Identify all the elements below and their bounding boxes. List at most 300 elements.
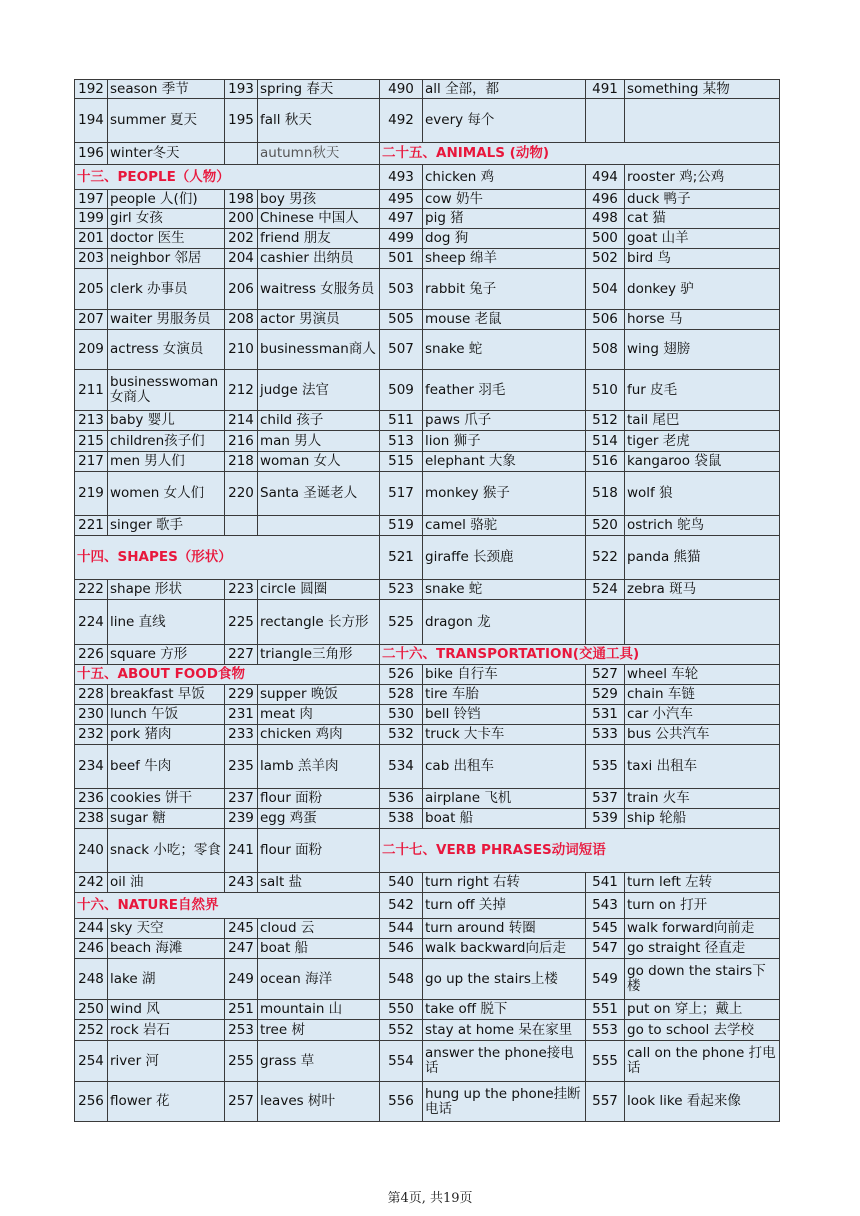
entry-number-cell: 545 (586, 919, 625, 939)
entry-number-cell: 547 (586, 939, 625, 959)
entry-word-cell: tail 尾巴 (625, 411, 780, 431)
entry-word-cell: turn on 打开 (625, 893, 780, 919)
table-row (75, 411, 780, 431)
entry-word-cell: cloud 云 (258, 919, 380, 939)
table-row (75, 452, 780, 472)
entry-word-cell: spring 春天 (258, 80, 380, 99)
entry-number-cell: 512 (586, 411, 625, 431)
entry-number-cell: 555 (586, 1041, 625, 1082)
entry-word-cell: cow 奶牛 (423, 190, 586, 209)
table-row (75, 789, 780, 809)
entry-word-cell: ship 轮船 (625, 809, 780, 829)
entry-number-cell: 552 (380, 1020, 423, 1041)
entry-word-cell: beach 海滩 (108, 939, 225, 959)
entry-number-cell: 530 (380, 705, 423, 725)
entry-word-cell: cookies 饼干 (108, 789, 225, 809)
entry-word-cell: wolf 狼 (625, 472, 780, 516)
entry-word-cell: bus 公共汽车 (625, 725, 780, 745)
entry-word-cell: cat 猫 (625, 209, 780, 229)
entry-word-cell: woman 女人 (258, 452, 380, 472)
entry-number-cell: 204 (225, 249, 258, 269)
entry-number-cell: 249 (225, 959, 258, 1000)
entry-number-cell (586, 600, 625, 645)
entry-number-cell: 211 (75, 370, 108, 411)
vocabulary-table (74, 79, 780, 1122)
entry-number-cell: 538 (380, 809, 423, 829)
section-heading-cell: 二十七、VERB PHRASES动词短语 (380, 829, 780, 873)
entry-number-cell: 205 (75, 269, 108, 310)
entry-number-cell: 203 (75, 249, 108, 269)
entry-word-cell: train 火车 (625, 789, 780, 809)
entry-word-cell: people 人(们) (108, 190, 225, 209)
table-row (75, 919, 780, 939)
entry-word-cell: fur 皮毛 (625, 370, 780, 411)
entry-word-cell: chicken 鸡肉 (258, 725, 380, 745)
entry-number-cell: 195 (225, 99, 258, 143)
entry-word-cell: truck 大卡车 (423, 725, 586, 745)
entry-number-cell: 231 (225, 705, 258, 725)
entry-word-cell: bird 鸟 (625, 249, 780, 269)
entry-number-cell: 207 (75, 310, 108, 330)
entry-word-cell: giraffe 长颈鹿 (423, 536, 586, 580)
entry-word-cell: answer the phone接电话 (423, 1041, 586, 1082)
table-row (75, 959, 780, 1000)
entry-word-cell: rabbit 兔子 (423, 269, 586, 310)
table-row (75, 190, 780, 209)
entry-number-cell: 524 (586, 580, 625, 600)
entry-word-cell: flour 面粉 (258, 789, 380, 809)
entry-word-cell: girl 女孩 (108, 209, 225, 229)
entry-number-cell: 496 (586, 190, 625, 209)
table-row (75, 516, 780, 536)
table-row (75, 536, 780, 580)
entry-number-cell: 501 (380, 249, 423, 269)
entry-word-cell: sheep 绵羊 (423, 249, 586, 269)
entry-number-cell: 531 (586, 705, 625, 725)
table-row (75, 330, 780, 370)
entry-number-cell: 511 (380, 411, 423, 431)
entry-word-cell: summer 夏天 (108, 99, 225, 143)
entry-word-cell: neighbor 邻居 (108, 249, 225, 269)
table-row (75, 209, 780, 229)
table-row (75, 80, 780, 99)
entry-number-cell: 541 (586, 873, 625, 893)
entry-word-cell: snake 蛇 (423, 580, 586, 600)
entry-word-cell: wind 风 (108, 1000, 225, 1020)
entry-word-cell: wheel 车轮 (625, 665, 780, 685)
entry-number-cell: 219 (75, 472, 108, 516)
entry-number-cell: 516 (586, 452, 625, 472)
entry-word-cell: square 方形 (108, 645, 225, 665)
entry-word-cell: clerk 办事员 (108, 269, 225, 310)
entry-word-cell: actress 女演员 (108, 330, 225, 370)
entry-number-cell: 500 (586, 229, 625, 249)
entry-word-cell: mountain 山 (258, 1000, 380, 1020)
entry-number-cell: 509 (380, 370, 423, 411)
entry-number-cell: 554 (380, 1041, 423, 1082)
section-heading-cell: 十六、NATURE自然界 (75, 893, 380, 919)
entry-number-cell: 517 (380, 472, 423, 516)
table-row (75, 685, 780, 705)
entry-number-cell: 548 (380, 959, 423, 1000)
entry-number-cell: 222 (75, 580, 108, 600)
entry-number-cell: 250 (75, 1000, 108, 1020)
entry-number-cell: 553 (586, 1020, 625, 1041)
section-heading-cell: 十三、PEOPLE（人物） (75, 165, 380, 190)
entry-number-cell: 227 (225, 645, 258, 665)
entry-number-cell: 537 (586, 789, 625, 809)
entry-word-cell: children孩子们 (108, 431, 225, 452)
entry-number-cell: 534 (380, 745, 423, 789)
entry-word-cell: something 某物 (625, 80, 780, 99)
entry-word-cell: turn around 转圈 (423, 919, 586, 939)
entry-word-cell: rock 岩石 (108, 1020, 225, 1041)
entry-number-cell: 535 (586, 745, 625, 789)
entry-number-cell: 223 (225, 580, 258, 600)
entry-word-cell: feather 羽毛 (423, 370, 586, 411)
entry-word-cell: boat 船 (258, 939, 380, 959)
entry-word-cell: breakfast 早饭 (108, 685, 225, 705)
entry-word-cell: wing 翅膀 (625, 330, 780, 370)
entry-number-cell: 549 (586, 959, 625, 1000)
entry-word-cell: oil 油 (108, 873, 225, 893)
entry-word-cell (625, 600, 780, 645)
entry-word-cell: dog 狗 (423, 229, 586, 249)
entry-number-cell: 237 (225, 789, 258, 809)
entry-number-cell: 238 (75, 809, 108, 829)
entry-word-cell: circle 圆圈 (258, 580, 380, 600)
entry-word-cell: turn right 右转 (423, 873, 586, 893)
entry-number-cell: 539 (586, 809, 625, 829)
entry-word-cell: mouse 老鼠 (423, 310, 586, 330)
entry-number-cell: 523 (380, 580, 423, 600)
entry-number-cell: 544 (380, 919, 423, 939)
entry-word-cell: businessman商人 (258, 330, 380, 370)
entry-number-cell: 257 (225, 1082, 258, 1122)
entry-number-cell: 556 (380, 1082, 423, 1122)
entry-word-cell: airplane 飞机 (423, 789, 586, 809)
entry-word-cell: rectangle 长方形 (258, 600, 380, 645)
entry-number-cell: 213 (75, 411, 108, 431)
entry-number-cell: 254 (75, 1041, 108, 1082)
section-heading-cell: 十四、SHAPES（形状） (75, 536, 380, 580)
entry-number-cell: 532 (380, 725, 423, 745)
entry-number-cell: 551 (586, 1000, 625, 1020)
entry-number-cell: 520 (586, 516, 625, 536)
entry-word-cell: ocean 海洋 (258, 959, 380, 1000)
entry-word-cell: lake 湖 (108, 959, 225, 1000)
entry-word-cell: Santa 圣诞老人 (258, 472, 380, 516)
entry-number-cell: 252 (75, 1020, 108, 1041)
table-row (75, 725, 780, 745)
entry-number-cell: 228 (75, 685, 108, 705)
entry-number-cell: 220 (225, 472, 258, 516)
table-row (75, 893, 780, 919)
entry-word-cell: dragon 龙 (423, 600, 586, 645)
table-row (75, 705, 780, 725)
entry-number-cell: 492 (380, 99, 423, 143)
entry-word-cell: ostrich 鸵鸟 (625, 516, 780, 536)
table-row (75, 1041, 780, 1082)
entry-number-cell: 533 (586, 725, 625, 745)
entry-word-cell: baby 婴儿 (108, 411, 225, 431)
entry-word-cell: judge 法官 (258, 370, 380, 411)
table-row (75, 600, 780, 645)
entry-number-cell: 208 (225, 310, 258, 330)
table-row (75, 645, 780, 665)
entry-word-cell: all 全部，都 (423, 80, 586, 99)
entry-word-cell: turn left 左转 (625, 873, 780, 893)
entry-word-cell: take off 脱下 (423, 1000, 586, 1020)
entry-word-cell (625, 99, 780, 143)
entry-number-cell: 224 (75, 600, 108, 645)
table-row (75, 873, 780, 893)
entry-word-cell: beef 牛肉 (108, 745, 225, 789)
entry-word-cell: leaves 树叶 (258, 1082, 380, 1122)
table-row (75, 580, 780, 600)
entry-word-cell: lion 狮子 (423, 431, 586, 452)
entry-number-cell: 225 (225, 600, 258, 645)
entry-word-cell: look like 看起来像 (625, 1082, 780, 1122)
entry-word-cell: flower 花 (108, 1082, 225, 1122)
entry-word-cell: every 每个 (423, 99, 586, 143)
entry-word-cell: supper 晚饭 (258, 685, 380, 705)
entry-number-cell: 242 (75, 873, 108, 893)
entry-number-cell: 519 (380, 516, 423, 536)
entry-number-cell: 256 (75, 1082, 108, 1122)
table-row (75, 829, 780, 873)
entry-number-cell: 491 (586, 80, 625, 99)
entry-number-cell: 232 (75, 725, 108, 745)
table-row (75, 1082, 780, 1122)
entry-number-cell: 497 (380, 209, 423, 229)
entry-number-cell: 221 (75, 516, 108, 536)
entry-word-cell: zebra 斑马 (625, 580, 780, 600)
entry-number-cell: 216 (225, 431, 258, 452)
entry-number-cell: 243 (225, 873, 258, 893)
entry-number-cell: 230 (75, 705, 108, 725)
entry-word-cell: tree 树 (258, 1020, 380, 1041)
entry-number-cell: 197 (75, 190, 108, 209)
entry-number-cell: 522 (586, 536, 625, 580)
entry-number-cell: 255 (225, 1041, 258, 1082)
entry-word-cell: bell 铃铛 (423, 705, 586, 725)
table-row (75, 745, 780, 789)
entry-number-cell: 510 (586, 370, 625, 411)
entry-word-cell: pig 猪 (423, 209, 586, 229)
entry-number-cell: 235 (225, 745, 258, 789)
table-row (75, 310, 780, 330)
entry-number-cell: 233 (225, 725, 258, 745)
entry-word-cell: go down the stairs下楼 (625, 959, 780, 1000)
entry-number-cell (225, 143, 258, 165)
entry-number-cell: 241 (225, 829, 258, 873)
entry-word-cell: elephant 大象 (423, 452, 586, 472)
entry-number-cell: 526 (380, 665, 423, 685)
entry-number-cell: 210 (225, 330, 258, 370)
entry-word-cell: sugar 糖 (108, 809, 225, 829)
entry-word-cell: stay at home 呆在家里 (423, 1020, 586, 1041)
entry-word-cell: camel 骆驼 (423, 516, 586, 536)
entry-word-cell: triangle三角形 (258, 645, 380, 665)
entry-word-cell: Chinese 中国人 (258, 209, 380, 229)
entry-number-cell: 513 (380, 431, 423, 452)
entry-word-cell: waiter 男服务员 (108, 310, 225, 330)
entry-word-cell: salt 盐 (258, 873, 380, 893)
entry-word-cell: lamb 羔羊肉 (258, 745, 380, 789)
entry-word-cell: man 男人 (258, 431, 380, 452)
entry-word-cell: call on the phone 打电话 (625, 1041, 780, 1082)
table-row (75, 431, 780, 452)
entry-word-cell: kangaroo 袋鼠 (625, 452, 780, 472)
entry-word-cell: tiger 老虎 (625, 431, 780, 452)
section-heading-cell: 十五、ABOUT FOOD食物 (75, 665, 380, 685)
entry-number-cell: 507 (380, 330, 423, 370)
entry-number-cell: 506 (586, 310, 625, 330)
entry-number-cell: 528 (380, 685, 423, 705)
entry-number-cell: 546 (380, 939, 423, 959)
entry-number-cell: 226 (75, 645, 108, 665)
entry-word-cell: river 河 (108, 1041, 225, 1082)
entry-number-cell: 244 (75, 919, 108, 939)
table-row (75, 143, 780, 165)
entry-number-cell: 199 (75, 209, 108, 229)
entry-word-cell: autumn秋天 (258, 143, 380, 165)
entry-word-cell: bike 自行车 (423, 665, 586, 685)
entry-number-cell: 194 (75, 99, 108, 143)
entry-word-cell: snack 小吃；零食 (108, 829, 225, 873)
entry-word-cell: paws 爪子 (423, 411, 586, 431)
entry-number-cell: 206 (225, 269, 258, 310)
entry-word-cell: men 男人们 (108, 452, 225, 472)
entry-word-cell: shape 形状 (108, 580, 225, 600)
entry-word-cell: chicken 鸡 (423, 165, 586, 190)
entry-number-cell: 245 (225, 919, 258, 939)
entry-word-cell: winter冬天 (108, 143, 225, 165)
table-row (75, 665, 780, 685)
entry-word-cell: chain 车链 (625, 685, 780, 705)
entry-number-cell: 248 (75, 959, 108, 1000)
table-row (75, 99, 780, 143)
entry-number-cell: 543 (586, 893, 625, 919)
entry-word-cell: rooster 鸡;公鸡 (625, 165, 780, 190)
entry-number-cell: 215 (75, 431, 108, 452)
entry-word-cell: fall 秋天 (258, 99, 380, 143)
entry-number-cell: 536 (380, 789, 423, 809)
table-row (75, 165, 780, 190)
entry-word-cell: meat 肉 (258, 705, 380, 725)
entry-number-cell (225, 516, 258, 536)
entry-number-cell: 217 (75, 452, 108, 472)
entry-number-cell: 234 (75, 745, 108, 789)
entry-number-cell: 218 (225, 452, 258, 472)
entry-number-cell: 542 (380, 893, 423, 919)
entry-word-cell: go to school 去学校 (625, 1020, 780, 1041)
vocabulary-table-body (75, 80, 780, 1122)
entry-word-cell: grass 草 (258, 1041, 380, 1082)
entry-number-cell: 490 (380, 80, 423, 99)
entry-number-cell: 202 (225, 229, 258, 249)
entry-word-cell: sky 天空 (108, 919, 225, 939)
entry-number-cell: 550 (380, 1000, 423, 1020)
table-row (75, 939, 780, 959)
entry-word-cell: car 小汽车 (625, 705, 780, 725)
entry-word-cell: women 女人们 (108, 472, 225, 516)
table-row (75, 1000, 780, 1020)
entry-number-cell: 201 (75, 229, 108, 249)
entry-number-cell: 493 (380, 165, 423, 190)
entry-number-cell: 212 (225, 370, 258, 411)
entry-number-cell: 240 (75, 829, 108, 873)
entry-word-cell: turn off 关掉 (423, 893, 586, 919)
entry-number-cell: 498 (586, 209, 625, 229)
entry-number-cell: 502 (586, 249, 625, 269)
entry-word-cell: hung up the phone挂断电话 (423, 1082, 586, 1122)
section-heading-cell: 二十六、TRANSPORTATION(交通工具) (380, 645, 780, 665)
entry-word-cell: boy 男孩 (258, 190, 380, 209)
section-heading-cell: 二十五、ANIMALS (动物) (380, 143, 780, 165)
entry-word-cell: monkey 猴子 (423, 472, 586, 516)
entry-number-cell: 503 (380, 269, 423, 310)
entry-number-cell: 518 (586, 472, 625, 516)
entry-word-cell: line 直线 (108, 600, 225, 645)
entry-number-cell: 508 (586, 330, 625, 370)
entry-number-cell: 229 (225, 685, 258, 705)
entry-number-cell: 209 (75, 330, 108, 370)
entry-word-cell: panda 熊猫 (625, 536, 780, 580)
entry-number-cell: 236 (75, 789, 108, 809)
entry-word-cell (258, 516, 380, 536)
entry-number-cell: 521 (380, 536, 423, 580)
entry-number-cell: 504 (586, 269, 625, 310)
entry-word-cell: snake 蛇 (423, 330, 586, 370)
entry-word-cell: lunch 午饭 (108, 705, 225, 725)
entry-number-cell: 247 (225, 939, 258, 959)
table-row (75, 249, 780, 269)
page-number-footer: 第4页, 共19页 (387, 1191, 473, 1206)
table-row (75, 1020, 780, 1041)
entry-word-cell: tire 车胎 (423, 685, 586, 705)
entry-number-cell: 192 (75, 80, 108, 99)
entry-word-cell: duck 鸭子 (625, 190, 780, 209)
entry-word-cell: cab 出租车 (423, 745, 586, 789)
entry-number-cell: 525 (380, 600, 423, 645)
entry-number-cell: 253 (225, 1020, 258, 1041)
table-row (75, 229, 780, 249)
entry-word-cell: doctor 医生 (108, 229, 225, 249)
entry-word-cell: egg 鸡蛋 (258, 809, 380, 829)
entry-number-cell: 246 (75, 939, 108, 959)
entry-word-cell: friend 朋友 (258, 229, 380, 249)
entry-number-cell: 529 (586, 685, 625, 705)
entry-number-cell: 214 (225, 411, 258, 431)
entry-word-cell: boat 船 (423, 809, 586, 829)
entry-number-cell: 239 (225, 809, 258, 829)
entry-word-cell: season 季节 (108, 80, 225, 99)
table-row (75, 370, 780, 411)
entry-number-cell: 557 (586, 1082, 625, 1122)
entry-word-cell: flour 面粉 (258, 829, 380, 873)
table-row (75, 472, 780, 516)
entry-word-cell: goat 山羊 (625, 229, 780, 249)
entry-word-cell: businesswoman 女商人 (108, 370, 225, 411)
entry-word-cell: actor 男演员 (258, 310, 380, 330)
table-row (75, 809, 780, 829)
entry-word-cell: pork 猪肉 (108, 725, 225, 745)
entry-word-cell: child 孩子 (258, 411, 380, 431)
entry-number-cell: 495 (380, 190, 423, 209)
entry-word-cell: horse 马 (625, 310, 780, 330)
